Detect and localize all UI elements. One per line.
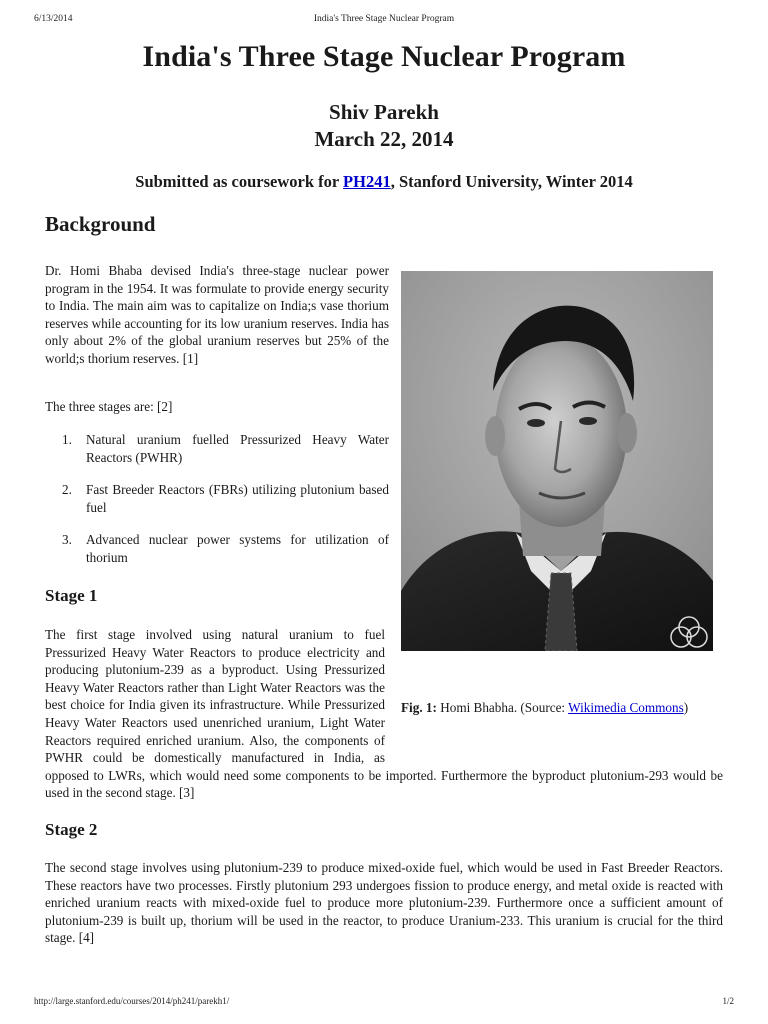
list-number: 3.	[62, 532, 72, 548]
stage1-heading: Stage 1	[45, 586, 98, 605]
author-name: Shiv Parekh	[329, 100, 439, 124]
page-number: 1/2	[722, 996, 734, 1006]
list-number: 2.	[62, 482, 72, 498]
figure-float-spacer	[391, 626, 723, 750]
list-text: Advanced nuclear power systems for utilization of thorium	[86, 532, 389, 565]
list-number: 1.	[62, 432, 72, 447]
homi-bhabha-photo	[401, 271, 713, 651]
three-stages-intro: The three stages are: [2]	[45, 399, 173, 414]
stages-list	[62, 431, 389, 582]
caption-label: Fig. 1:	[401, 700, 437, 715]
submission-line	[0, 172, 768, 192]
submission-prefix: Submitted as coursework for	[135, 172, 344, 191]
list-item	[62, 481, 389, 516]
background-heading: Background	[45, 212, 156, 236]
course-link[interactable]: PH241	[343, 172, 391, 191]
caption-close: )	[683, 700, 689, 715]
stage2-heading: Stage 2	[45, 820, 98, 839]
stage1-paragraph	[45, 626, 723, 802]
list-item	[62, 431, 389, 466]
publication-date: March 22, 2014	[314, 127, 454, 151]
print-url: http://large.stanford.edu/courses/2014/ph241/parekh1/	[34, 996, 230, 1006]
print-header	[34, 14, 734, 28]
print-title: India's Three Stage Nuclear Program	[313, 14, 455, 24]
list-item	[62, 531, 389, 566]
list-text: Fast Breeder Reactors (FBRs) utilizing plutonium based fuel	[86, 482, 389, 515]
stage2-paragraph: The second stage involves using plutonium-239 to produce mixed-oxide fuel, which would be used in Fast Breeder Reactors. These reactors have two processes. Firstly plutonium 293 undergoes fission to produce energy, and metal oxide is reacted with enriched uranium reacts with mixed-oxide fuel to produce more plutonium-239. Furthermore once a sufficient amount of plutonium-239 is built up, thorium will be used in the reactor, to produce Uranium-233. This uranium is crucial for the third stage. [4]	[45, 860, 723, 946]
list-text: Natural uranium fuelled Pressurized Heavy Water Reactors (PWHR)	[86, 432, 389, 465]
print-footer	[34, 996, 734, 1008]
caption-text: Homi Bhabha. (Source:	[436, 700, 569, 715]
print-date: 6/13/2014	[34, 14, 73, 24]
portrait-illustration	[401, 271, 713, 651]
submission-suffix: , Stanford University, Winter 2014	[390, 172, 633, 191]
background-paragraph: Dr. Homi Bhaba devised India's three-stage nuclear power program in the 1954. It was formulate to provide energy security to India. The main aim was to capitalize on India;s vase thorium reserves while accounting for its low uranium reserves. India has only about 2% of the global uranium reserves but 25% of the world;s thorium reserves. [1]	[45, 263, 389, 366]
stage1-text: The first stage involved using natural uranium to fuel Pressurized Heavy Water Reactors to produce electricity and producing plutonium-239 as a byproduct. Using Pressurized Heavy Water Reactors rather than Light Water Reactors was the best choice for India given its infrastructure. While Pressurized Heavy Water Reactors used unenriched uranium, Light Water Reactors required enriched uranium. Also, the components of PWHR could be domestically manufactured in India, as opposed to LWRs, which would need some components to be imported. Furthermore the byproduct plutonium-293 would be used in the second stage. [3]	[45, 627, 723, 801]
wikimedia-commons-link[interactable]: Wikimedia Commons	[568, 700, 684, 715]
page-title: India's Three Stage Nuclear Program	[142, 40, 626, 73]
